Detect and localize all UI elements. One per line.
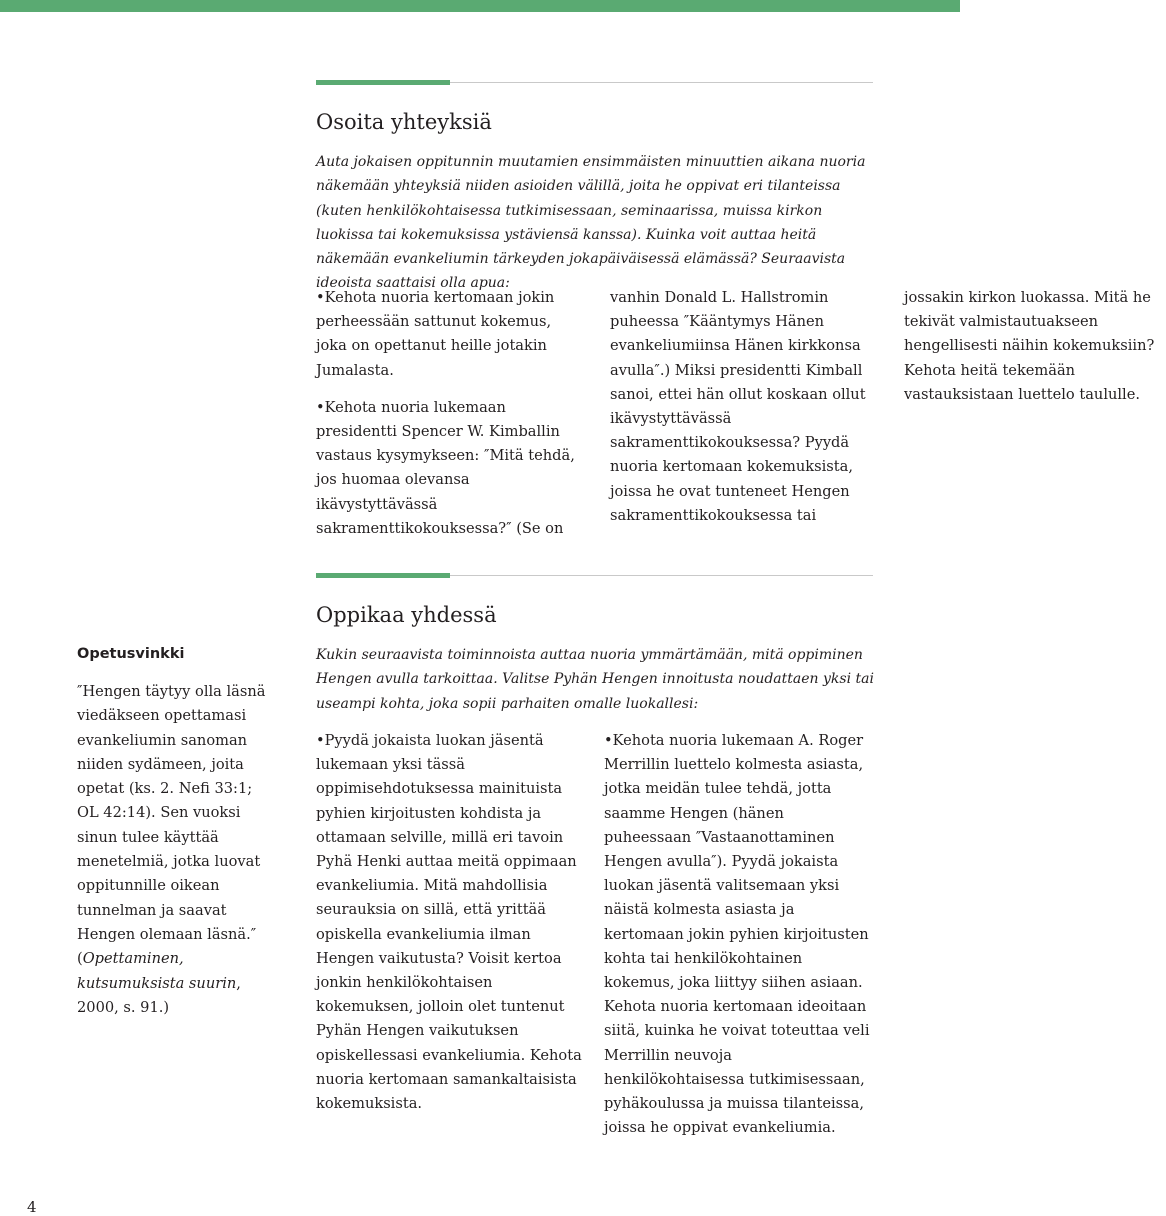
sidebar-quote: ″Hengen täytyy olla läsnä viedäkseen opettamasi evankeliumin sanoman niiden sydämeen, joita opetat (ks. 2. Nefi 33:1; OL 42:14). Sen vuoksi sinun tulee käyttää menetelmiä, jotka luovat oppitunnille oikean tunnelman ja saavat Hengen olemaan läsnä.″ (Opettaminen, kutsumuksista suurin, 2000, s. 91.) — [77, 683, 266, 1016]
top-color-bar — [0, 0, 960, 12]
list-item: •Kehota nuoria lukemaan presidentti Spencer W. Kimballin vastaus kysymykseen: ″Mitä tehdä, jos huomaa olevansa ikävystyttävässä sakramenttikokouksessa?″ (Se on vanhin Donald L. Hallstromin puheessa ″Kääntymys Hänen evankeliumiinsa Hänen kirkkonsa avulla″.) Miksi presidentti Kimball sanoi, ettei hän ollut koskaan ollut ikävystyttävässä sakramenttikokouksessa? Pyydä nuoria kertomaan kokemuksista, joissa he ovat tunteneet Hengen sakramenttikokouksessa tai jossakin kirkon luokassa. Mitä he tekivät valmistautuakseen hengellisesti näihin kokemuksiin? Kehota heitä tekemään vastauksistaan luettelo taululle. — [316, 289, 1155, 537]
sidebar-source-title: Opettaminen, kutsumuksista suurin — [77, 950, 237, 992]
sidebar-title: Opetusvinkki — [77, 646, 185, 662]
list-item: •Kehota nuoria lukemaan A. Roger Merrillin luettelo kolmesta asiasta, jotka meidän tulee tehdä, jotta saamme Hengen (hänen puheessaan ″Vastaanottaminen Hengen avulla″). Pyydä jokaista luokan jäsentä valitsemaan yksi näistä kolmesta asiasta ja kertomaan jokin pyhien kirjoitusten kohta tai henkilökohtainen kokemus, joka liittyy siihen asiaan. Kehota nuoria kertomaan ideoitaan siitä, kuinka he voivat toteuttaa veli Merrillin neuvoja henkilökohtaisessa tutkimisessaan, pyhäkoulussa ja muissa tilanteissa, joissa he oppivat evankeliumia. — [604, 732, 870, 1137]
section-title: Osoita yhteyksiä — [316, 110, 492, 134]
list-item: •Pyydä jokaista luokan jäsentä lukemaan yksi tässä oppimisehdotuksessa mainituista pyhien kirjoitusten kohdista ja ottamaan selville, millä eri tavoin Pyhä Henki auttaa meitä oppimaan evankeliumia. Mitä mahdollisia seurauksia on sillä, että yrittää opiskella evankeliumia ilman Hengen vaikutusta? Voisit kertoa jonkin henkilökohtaisen kokemuksen, jolloin olet tuntenut Pyhän Hengen vaikutuksen opiskellessasi evankeliumia. Kehota nuoria kertomaan samankaltaisista kokemuksista. — [316, 732, 582, 1113]
page-number: 4 — [27, 1198, 37, 1216]
list-item: •Kehota nuoria kertomaan jokin perheessään sattunut kokemus, joka on opettanut heille jotakin Jumalasta. — [316, 289, 555, 379]
section-text-columns — [316, 286, 1155, 550]
section-accent-bar — [316, 573, 450, 578]
section-column-right — [604, 729, 874, 1140]
section-accent-bar — [316, 80, 450, 85]
section-intro: Kukin seuraavista toiminnoista auttaa nuoria ymmärtämään, mitä oppiminen Hengen avulla tarkoittaa. Valitse Pyhän Hengen innoitusta noudattaen yksi tai useampi kohta, joka sopii parhaiten omalle luokallesi: — [316, 647, 874, 712]
section-column-left — [316, 729, 584, 1116]
section-intro: Auta jokaisen oppitunnin muutamien ensimmäisten minuuttien aikana nuoria näkemään yhteyksiä niiden asioiden välillä, joita he oppivat eri tilanteissa (kuten henkilökohtaisessa tutkimisessaan, seminaarissa, muissa kirkon luokissa tai kokemuksissa ystäviensä kanssa). Kuinka voit auttaa heitä näkemään evankeliumin tärkeyden jokapäiväisessä elämässä? Seuraavista ideoista saattaisi olla apua: — [316, 154, 866, 292]
section-title: Oppikaa yhdessä — [316, 603, 497, 627]
